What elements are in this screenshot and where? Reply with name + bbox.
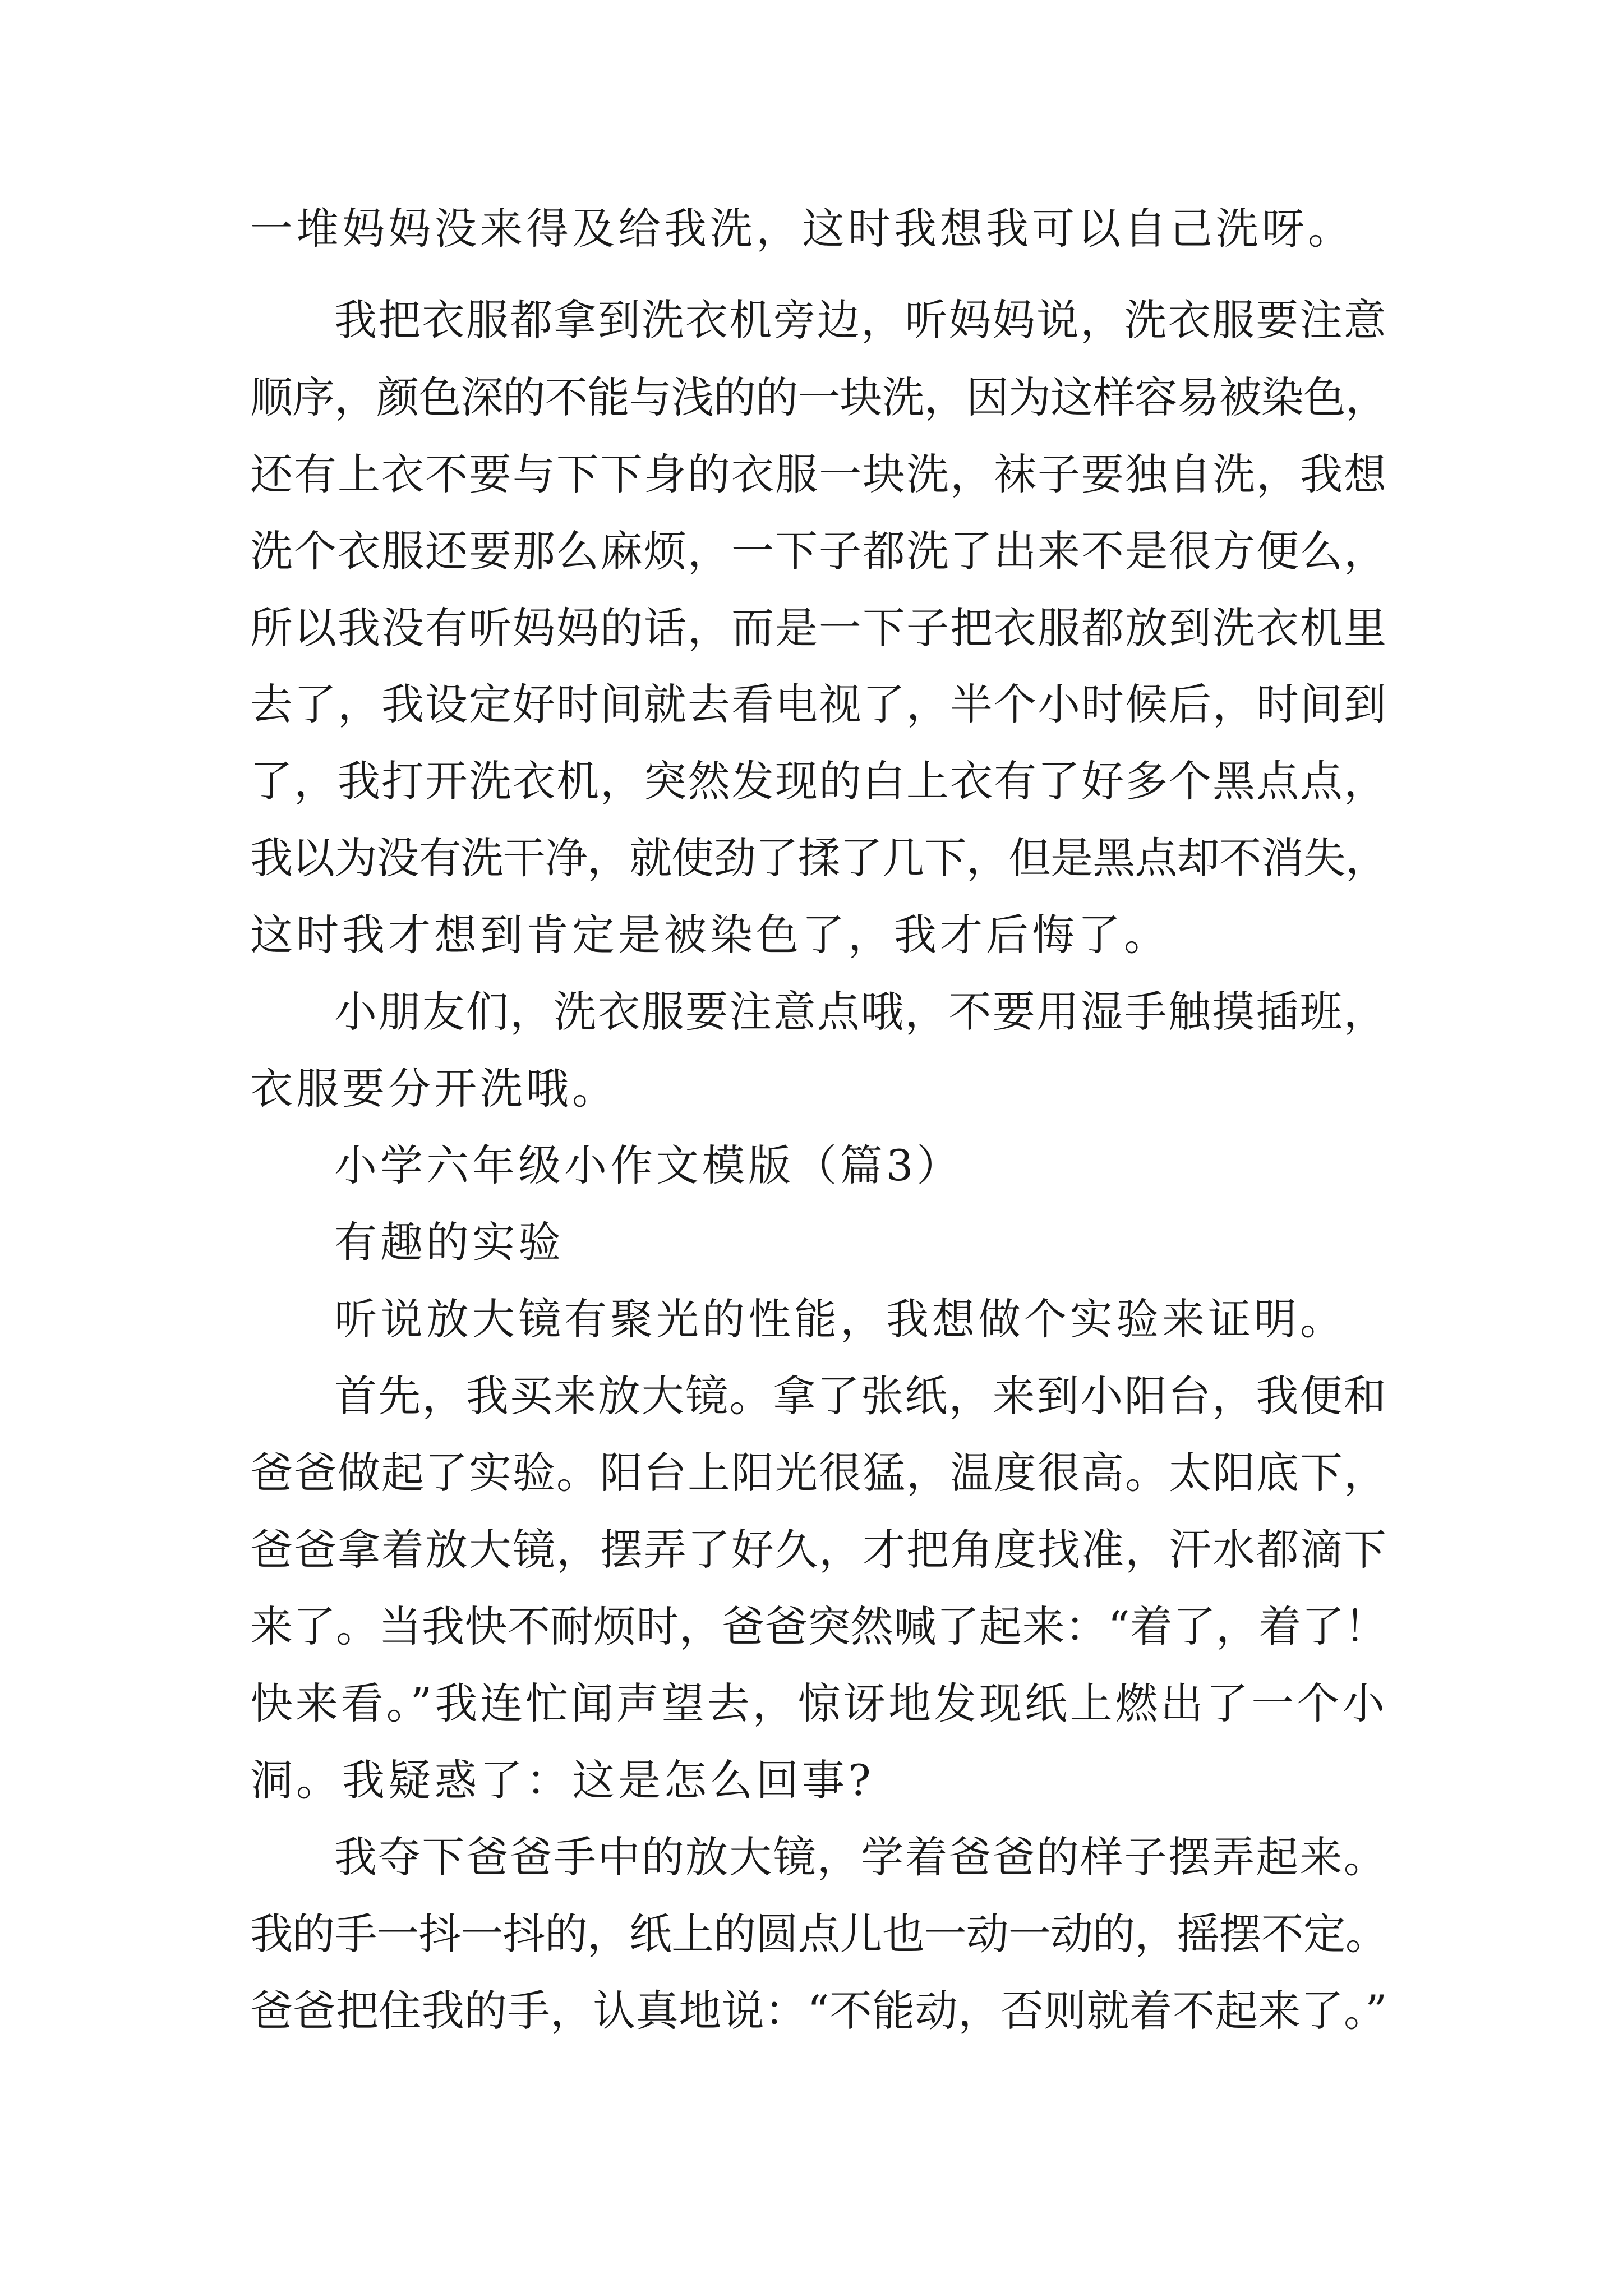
text-line: 顺序，颜色深的不能与浅的的一块洗，因为这样容易被染色， bbox=[250, 372, 1387, 422]
text-line: 我以为没有洗干净，就使劲了揉了几下，但是黑点却不消失， bbox=[250, 833, 1387, 883]
text-line: 去了，我设定好时间就去看电视了，半个小时候后，时间到 bbox=[250, 679, 1387, 729]
text-line: 爸爸把住我的手，认真地说：“不能动，否则就着不起来了。” bbox=[250, 1986, 1387, 2036]
paragraph-start-line: 我把衣服都拿到洗衣机旁边，听妈妈说，洗衣服要注意 bbox=[334, 295, 1387, 345]
text-line: 一堆妈妈没来得及给我洗，这时我想我可以自己洗呀。 bbox=[250, 204, 1354, 254]
section-heading: 小学六年级小作文模版（篇3） bbox=[334, 1140, 963, 1190]
paragraph-start-line: 小朋友们，洗衣服要注意点哦，不要用湿手触摸插班， bbox=[334, 987, 1387, 1037]
text-line: 这时我才想到肯定是被染色了，我才后悔了。 bbox=[250, 910, 1170, 960]
text-line: 爸爸拿着放大镜，摆弄了好久，才把角度找准，汗水都滴下 bbox=[250, 1525, 1387, 1575]
essay-title: 有趣的实验 bbox=[334, 1217, 564, 1267]
text-line: 快来看。”我连忙闻声望去，惊讶地发现纸上燃出了一个小 bbox=[250, 1678, 1387, 1728]
paragraph-start-line: 首先，我买来放大镜。拿了张纸，来到小阳台，我便和 bbox=[334, 1371, 1387, 1421]
text-line: 了，我打开洗衣机，突然发现的白上衣有了好多个黑点点， bbox=[250, 756, 1387, 806]
text-line: 来了。当我快不耐烦时，爸爸突然喊了起来：“着了，着了！ bbox=[250, 1602, 1387, 1651]
text-line: 洗个衣服还要那么麻烦，一下子都洗了出来不是很方便么， bbox=[250, 526, 1387, 576]
paragraph-start-line: 听说放大镜有聚光的性能，我想做个实验来证明。 bbox=[334, 1294, 1346, 1344]
text-line: 还有上衣不要与下下身的衣服一块洗，袜子要独自洗，我想 bbox=[250, 449, 1387, 499]
paragraph-start-line: 我夺下爸爸手中的放大镜，学着爸爸的样子摆弄起来。 bbox=[334, 1832, 1387, 1882]
text-line: 我的手一抖一抖的，纸上的圆点儿也一动一动的，摇摆不定。 bbox=[250, 1909, 1387, 1959]
text-line: 洞。我疑惑了：这是怎么回事? bbox=[250, 1755, 874, 1805]
text-line: 所以我没有听妈妈的话，而是一下子把衣服都放到洗衣机里 bbox=[250, 603, 1387, 653]
text-line: 衣服要分开洗哦。 bbox=[250, 1064, 618, 1114]
text-line: 爸爸做起了实验。阳台上阳光很猛，温度很高。太阳底下， bbox=[250, 1448, 1387, 1498]
